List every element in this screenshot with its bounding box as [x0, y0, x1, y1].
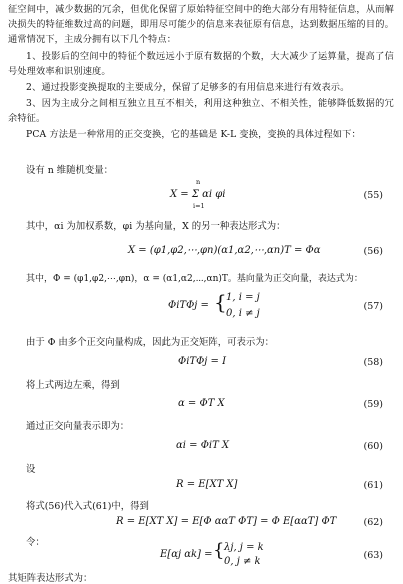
equation-62-body: R = E[XT X] = E[Φ ααT ΦT] = Φ E[ααT] ΦT — [116, 516, 337, 527]
equation-number-62: (62) — [363, 517, 383, 528]
equation-55-upper-limit: n — [196, 178, 201, 186]
text-orthogonal-matrix: 由于 Φ 由多个正交向量构成，因此为正交矩阵，可表示为： — [26, 337, 275, 348]
text-matrix-form: 其矩阵表达形式为： — [8, 573, 93, 584]
text-weight-description: 其中，αi 为加权系数，φi 为基向量，X 的另一种表达形式为： — [26, 221, 286, 232]
equation-number-59: (59) — [363, 399, 383, 410]
equation-number-58: (58) — [363, 357, 383, 368]
text-orthogonal-vector: 通过正交向量表示即为： — [26, 421, 130, 432]
text-substitute: 将式(56)代入式(61)中，得到 — [26, 501, 149, 512]
paragraph-point-3: 3、因为主成分之间相互独立且互不相关，利用这种独立、不相关性，能够降低数据的冗余特征。 — [8, 98, 394, 124]
equation-58-body: ΦiTΦj = I — [178, 356, 227, 367]
paragraph-point-1: 1、投影后的空间中的特征个数远远小于原有数据的个数，大大减少了运算量，提高了信号处理效率和识别速度。 — [8, 51, 394, 77]
text-let-2: 令： — [26, 537, 45, 548]
equation-63-case-2: 0, j ≠ k — [224, 556, 261, 567]
paragraph-intro: 征空间中，减少数据的冗余，但优化保留了原始特征空间中的绝大部分有用特征信息，从而解决损失的特征维数过高的问题，即用尽可能少的信息来表征原有信息，达到数据压缩的目的。通常情况下，主成分拥有以下几个特点： — [8, 4, 394, 45]
equation-number-57: (57) — [363, 301, 383, 312]
equation-57-left: ΦiTΦj = — [168, 300, 209, 311]
equation-56-body: X = (φ1,φ2,⋯,φn)(α1,α2,⋯,αn)T = Φα — [128, 245, 321, 256]
equation-63-case-1: λj, j = k — [224, 542, 264, 553]
equation-number-56: (56) — [363, 246, 383, 257]
equation-63-brace: { — [213, 540, 225, 561]
equation-number-55: (55) — [363, 190, 383, 201]
text-left-multiply: 将上式两边左乘，得到 — [26, 380, 120, 391]
equation-number-61: (61) — [363, 480, 383, 491]
paragraph-pca-intro: PCA 方法是一种常用的正交变换，它的基础是 K-L 变换，变换的具体过程如下： — [26, 129, 361, 140]
equation-59-body: α = ΦT X — [178, 398, 225, 409]
equation-61-body: R = E[XT X] — [176, 479, 238, 490]
text-random-variable: 设有 n 维随机变量： — [26, 165, 113, 176]
equation-55-lower-limit: i=1 — [193, 202, 205, 210]
equation-55-body: X = Σ αi φi — [170, 189, 226, 200]
equation-60-body: αi = ΦiT X — [176, 440, 230, 451]
paragraph-point-2: 2、通过投影变换提取的主要成分，保留了足够多的有用信息来进行有效表示。 — [26, 82, 350, 93]
text-phi-alpha-definition: 其中，Φ = (φ1,φ2,⋯,φn)，α = (α1,α2,⋯,αn)T。基向量为正交向量，表达式为： — [26, 274, 363, 284]
equation-57-case-1: 1, i = j — [226, 292, 260, 303]
text-let: 设 — [26, 464, 36, 475]
equation-number-63: (63) — [363, 550, 383, 561]
equation-63-left: E[αj αk] = — [160, 549, 213, 560]
equation-number-60: (60) — [363, 441, 383, 452]
equation-57-brace: { — [214, 290, 227, 314]
equation-57-case-2: 0, i ≠ j — [226, 308, 260, 319]
